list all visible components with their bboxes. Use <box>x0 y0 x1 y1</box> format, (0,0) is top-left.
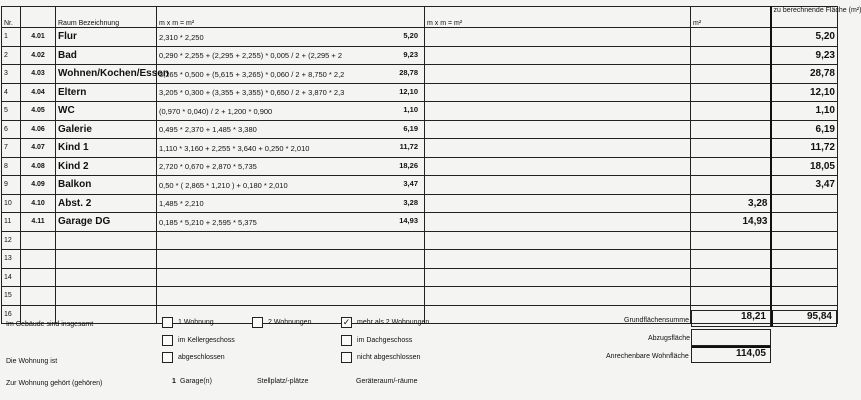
row-nr: 11 <box>2 213 21 232</box>
row-room-name <box>56 231 157 250</box>
row-nr: 10 <box>2 194 21 213</box>
row-formula: 0,290 * 2,255 + (2,295 + 2,255) * 0,005 / 2 + (2,295 + 2 <box>159 51 343 60</box>
label-zur-wohnung: Zur Wohnung gehört (gehören) <box>6 380 103 387</box>
header-nr: Nr. <box>2 7 21 28</box>
row-nr: 1 <box>2 28 21 47</box>
row-room-name <box>56 287 157 306</box>
checkbox-2-wohnungen[interactable] <box>252 317 263 328</box>
row-m2 <box>691 157 771 176</box>
table-row <box>2 46 838 65</box>
table-row <box>2 287 838 306</box>
row-formula-cell <box>157 194 425 213</box>
row-code <box>21 231 56 250</box>
label-anrechenbare: Anrechenbare Wohnfläche <box>606 353 689 360</box>
row-nr: 14 <box>2 268 21 287</box>
row-m2 <box>691 250 771 269</box>
row-m2: 3,28 <box>691 194 771 213</box>
row-flaeche: 18,05 <box>771 157 838 176</box>
row-room-name: Bad <box>56 46 157 65</box>
row-room-name: Abst. 2 <box>56 194 157 213</box>
label-1-wohnung: 1 Wohnung <box>178 319 214 326</box>
row-m2 <box>691 102 771 121</box>
row-flaeche: 1,10 <box>771 102 838 121</box>
label-garage: Garage(n) <box>180 378 212 385</box>
row-code <box>21 287 56 306</box>
label-grundflaechensumme: Grundflächensumme <box>624 317 689 324</box>
row-code: 4.05 <box>21 102 56 121</box>
row-m2 <box>691 287 771 306</box>
row-nr: 9 <box>2 176 21 195</box>
row-result: 3,47 <box>403 179 418 188</box>
table-row <box>2 157 838 176</box>
row-m2 <box>691 139 771 158</box>
row-formula: 2,720 * 0,670 + 2,870 * 5,735 <box>159 162 257 171</box>
row-code: 4.06 <box>21 120 56 139</box>
row-formula: (0,970 * 0,040) / 2 + 1,200 * 0,900 <box>159 106 273 116</box>
row-nr: 4 <box>2 83 21 102</box>
row-room-name: Flur <box>56 28 157 47</box>
header-flaeche: zu berechnende Fläche (m²) <box>771 7 838 28</box>
row-result: 3,28 <box>403 197 418 207</box>
row-m2 <box>691 268 771 287</box>
table-row <box>2 176 838 195</box>
row-flaeche: 6,19 <box>771 120 838 139</box>
row-formula-cell <box>157 83 425 102</box>
row-flaeche: 12,10 <box>771 83 838 102</box>
row-formula-2 <box>425 83 691 102</box>
row-m2 <box>691 176 771 195</box>
row-code: 4.09 <box>21 176 56 195</box>
row-room-name: Wohnen/Kochen/Essen <box>56 65 157 84</box>
row-formula-cell <box>157 250 425 269</box>
row-nr: 12 <box>2 231 21 250</box>
row-room-name <box>56 250 157 269</box>
header-raum: Raum Bezeichnung <box>56 7 157 28</box>
row-formula-2 <box>425 213 691 232</box>
row-room-name: WC <box>56 102 157 121</box>
row-formula-cell <box>157 65 425 84</box>
row-nr: 6 <box>2 120 21 139</box>
row-flaeche <box>771 231 838 250</box>
label-geraeteraum: Geräteraum/-räume <box>356 378 418 385</box>
checkbox-mehr-wohnungen[interactable]: ✓ <box>342 317 351 327</box>
checkbox-dach[interactable] <box>341 335 352 346</box>
row-room-name: Kind 1 <box>56 139 157 158</box>
row-flaeche <box>771 268 838 287</box>
row-m2 <box>691 120 771 139</box>
table-row <box>2 139 838 158</box>
row-flaeche <box>771 250 838 269</box>
row-nr: 2 <box>2 46 21 65</box>
row-formula-2 <box>425 120 691 139</box>
row-m2 <box>691 65 771 84</box>
row-nr: 3 <box>2 65 21 84</box>
row-formula-2 <box>425 250 691 269</box>
row-result: 28,78 <box>399 68 418 77</box>
row-formula-cell <box>157 139 425 158</box>
anrechenbare-value: 114,05 <box>691 346 771 363</box>
row-flaeche: 9,23 <box>771 46 838 65</box>
row-room-name: Garage DG <box>56 213 157 232</box>
table-row <box>2 65 838 84</box>
row-formula: 2,310 * 2,250 <box>159 32 204 42</box>
label-nicht-abgeschlossen: nicht abgeschlossen <box>357 354 421 361</box>
checkbox-keller[interactable] <box>162 335 173 346</box>
row-formula-cell <box>157 268 425 287</box>
row-m2 <box>691 28 771 47</box>
table-row <box>2 231 838 250</box>
table-row <box>2 120 838 139</box>
row-room-name <box>56 268 157 287</box>
row-formula-cell <box>157 46 425 65</box>
row-flaeche: 3,47 <box>771 176 838 195</box>
label-2-wohnungen: 2 Wohnungen <box>268 319 312 326</box>
row-room-name: Galerie <box>56 120 157 139</box>
row-formula-2 <box>425 157 691 176</box>
row-code <box>21 250 56 269</box>
label-keller: im Kellergeschoss <box>178 337 235 344</box>
row-room-name: Balkon <box>56 176 157 195</box>
row-flaeche: 11,72 <box>771 139 838 158</box>
row-result: 12,10 <box>399 86 418 96</box>
row-formula: 0,185 * 5,210 + 2,595 * 5,375 <box>159 217 257 227</box>
row-formula-cell <box>157 231 425 250</box>
row-code <box>21 268 56 287</box>
row-nr: 8 <box>2 157 21 176</box>
row-code: 4.04 <box>21 83 56 102</box>
row-formula-cell <box>157 102 425 121</box>
label-im-gebaeude: Im Gebäude sind insgesamt <box>6 321 94 328</box>
row-nr: 16 <box>2 305 21 324</box>
row-result: 6,19 <box>403 123 418 133</box>
row-formula-cell <box>157 157 425 176</box>
row-formula-2 <box>425 287 691 306</box>
row-formula: 1,485 * 2,210 <box>159 199 204 208</box>
row-flaeche: 5,20 <box>771 28 838 47</box>
label-dach: im Dachgeschoss <box>357 337 413 344</box>
label-mehr-wohnungen: mehr als 2 Wohnungen <box>357 319 430 326</box>
room-table <box>1 6 861 324</box>
row-formula: 1,110 * 3,160 + 2,255 * 3,640 + 0,250 * 2,010 <box>159 143 310 153</box>
row-code: 4.02 <box>21 46 56 65</box>
row-result: 18,26 <box>399 160 418 170</box>
label-stellplatz: Stellplatz/-plätze <box>257 378 309 385</box>
row-formula-2 <box>425 65 691 84</box>
table-row <box>2 268 838 287</box>
row-code: 4.01 <box>21 28 56 47</box>
table-row <box>2 83 838 102</box>
checkbox-abgeschlossen[interactable] <box>162 352 173 363</box>
row-room-name: Eltern <box>56 83 157 102</box>
row-formula-2 <box>425 46 691 65</box>
row-formula-2 <box>425 102 691 121</box>
row-m2 <box>691 46 771 65</box>
footer-area <box>0 312 837 400</box>
row-formula: 0,50 * ( 2,865 * 1,210 ) + 0,180 * 2,010 <box>159 180 288 190</box>
row-nr: 5 <box>2 102 21 121</box>
label-abzugsflaeche: Abzugsfläche <box>648 335 691 342</box>
row-code: 4.10 <box>21 194 56 213</box>
table-header <box>2 7 838 28</box>
row-nr: 7 <box>2 139 21 158</box>
checkbox-1-wohnung[interactable] <box>162 317 173 328</box>
row-result: 9,23 <box>403 49 418 59</box>
row-m2 <box>691 83 771 102</box>
sum-column-5: 95,84 <box>771 310 837 327</box>
table-row <box>2 213 838 232</box>
row-code: 4.08 <box>21 157 56 176</box>
row-formula-cell <box>157 213 425 232</box>
row-flaeche <box>771 194 838 213</box>
checkbox-nicht-abgeschlossen[interactable] <box>341 352 352 363</box>
row-flaeche: 28,78 <box>771 65 838 84</box>
row-formula-2 <box>425 28 691 47</box>
table-row <box>2 250 838 269</box>
row-formula: 0,495 * 2,370 + 1,485 * 3,380 <box>159 125 257 134</box>
row-formula-2 <box>425 139 691 158</box>
row-formula-cell <box>157 28 425 47</box>
row-flaeche <box>771 287 838 306</box>
row-formula-cell <box>157 287 425 306</box>
row-formula-2 <box>425 194 691 213</box>
row-m2 <box>691 231 771 250</box>
row-result: 11,72 <box>399 142 418 151</box>
table-row <box>2 28 838 47</box>
row-formula-cell <box>157 176 425 195</box>
row-result: 5,20 <box>403 31 418 40</box>
header-formula: m x m = m² <box>157 7 425 28</box>
label-abgeschlossen: abgeschlossen <box>178 354 225 361</box>
garage-count: 1 <box>172 378 176 385</box>
header-m2: m² <box>691 7 771 28</box>
label-die-wohnung: Die Wohnung ist <box>6 358 58 365</box>
row-formula-cell <box>157 120 425 139</box>
table-row <box>2 102 838 121</box>
row-formula-2 <box>425 176 691 195</box>
header-formula-2: m x m = m² <box>425 7 691 28</box>
row-result: 1,10 <box>403 105 418 114</box>
row-code: 4.07 <box>21 139 56 158</box>
row-formula: 3,265 * 0,500 + (5,615 + 3,265) * 0,060 / 2 + 8,750 * 2,2 <box>159 69 345 79</box>
row-result: 14,93 <box>399 216 418 225</box>
table-row <box>2 194 838 213</box>
row-m2: 14,93 <box>691 213 771 232</box>
row-code: 4.03 <box>21 65 56 84</box>
row-flaeche <box>771 213 838 232</box>
row-room-name: Kind 2 <box>56 157 157 176</box>
row-code: 4.11 <box>21 213 56 232</box>
row-formula-2 <box>425 231 691 250</box>
row-formula-2 <box>425 268 691 287</box>
abzug-box <box>691 329 771 346</box>
row-nr: 15 <box>2 287 21 306</box>
row-nr: 13 <box>2 250 21 269</box>
row-formula: 3,205 * 0,300 + (3,355 + 3,355) * 0,650 / 2 + 3,870 * 2,3 <box>159 88 345 97</box>
sum-column-4: 18,21 <box>691 310 771 327</box>
